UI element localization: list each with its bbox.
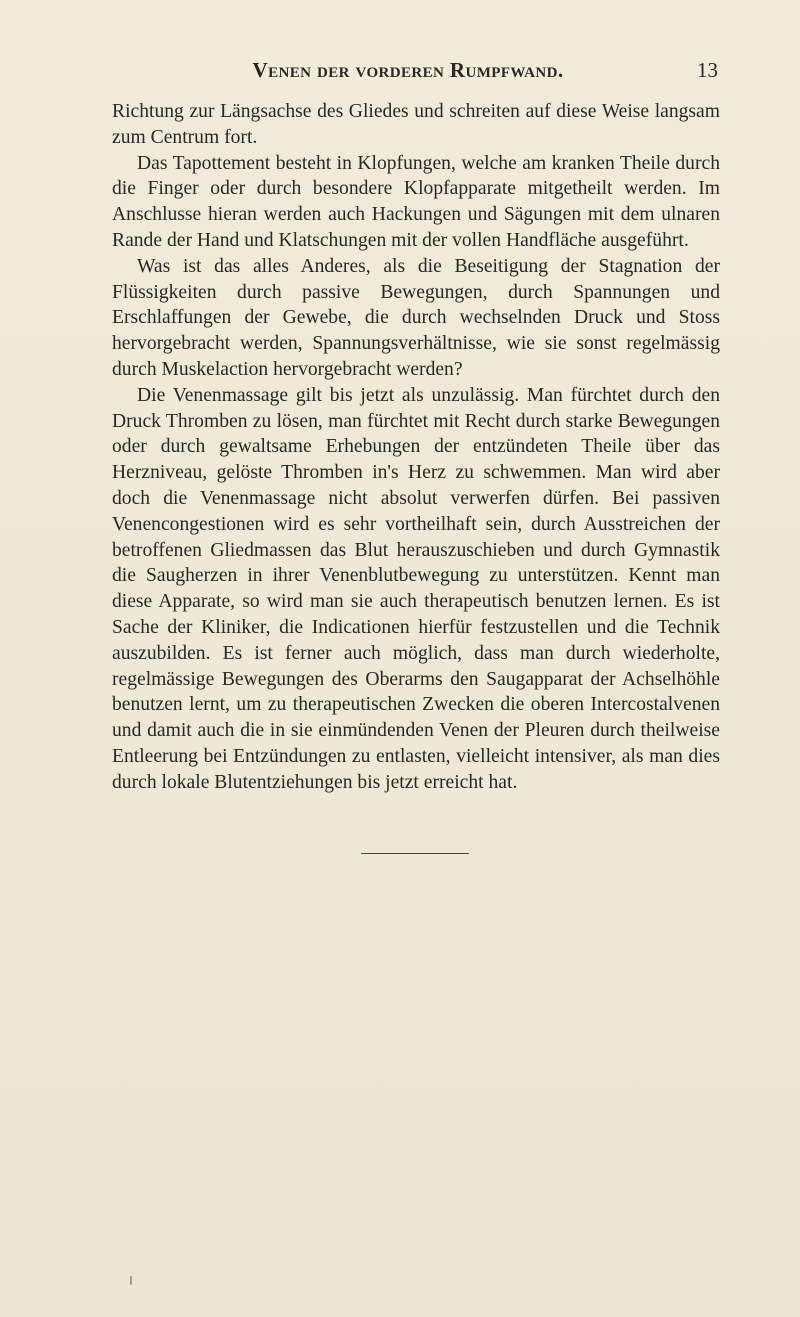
section-end-rule <box>361 853 469 854</box>
running-head <box>0 58 800 88</box>
paragraph-continuation: Richtung zur Längsachse des Gliedes und schreiten auf diese Weise langsam zum Centrum fort. <box>112 101 720 148</box>
running-title: Venen der vorderen Rumpfwand. <box>252 58 564 82</box>
page-number: 13 <box>697 58 718 82</box>
paragraph-stagnation: Was ist das alles Anderes, als die Beseitigung der Stagnation der Flüssigkeiten durch passive Bewegungen, durch Spannungen und Erschlaffungen der Gewebe, die durch wechselnden Druck und Stoss hervorgebracht werden, Spannungsverhältnisse, wie sie sonst regelmässig durch Muskelaction hervorgebracht werden? <box>112 255 720 380</box>
body-text <box>112 99 720 796</box>
paragraph-venenmassage: Die Venenmassage gilt bis jetzt als unzulässig. Man fürchtet durch den Druck Thromben zu lösen, man fürchtet mit Recht durch starke Bewegungen oder durch gewaltsame Erhebungen der entzündeten Theile über das Herzniveau, gelöste Thromben in's Herz zu schwemmen. Man wird aber doch die Venenmassage nicht absolut verwerfen dürfen. Bei passiven Venencongestionen wird es sehr vortheilhaft sein, durch Ausstreichen der betroffenen Gliedmassen das Blut herauszuschieben und durch Gymnastik die Saugherzen in ihrer Venenblutbewegung zu unterstützen. Kennt man diese Apparate, so wird man sie auch therapeutisch benutzen lernen. Es ist Sache der Kliniker, die Indicationen hierfür festzustellen und die Technik auszubilden. Es ist ferner auch möglich, dass man durch wiederholte, regelmässige Bewegungen des Oberarms den Saugapparat der Achselhöhle benutzen lernt, um zu therapeutischen Zwecken die oberen Intercostalvenen und damit auch die in sie einmündenden Venen der Pleuren durch theilweise Entleerung bei Entzündungen zu entlasten, vielleicht intensiver, als man dies durch lokale Blutentziehungen bis jetzt erreicht hat. <box>112 384 720 793</box>
paper-speck <box>130 1276 132 1285</box>
paragraph-tapottement: Das Tapottement besteht in Klopfungen, welche am kranken Theile durch die Finger oder durch besondere Klopfapparate mitgetheilt werden. Im Anschlusse hieran werden auch Hackungen und Sägungen mit dem ulnaren Rande der Hand und Klatschungen mit der vollen Handfläche ausgeführt. <box>112 152 720 251</box>
